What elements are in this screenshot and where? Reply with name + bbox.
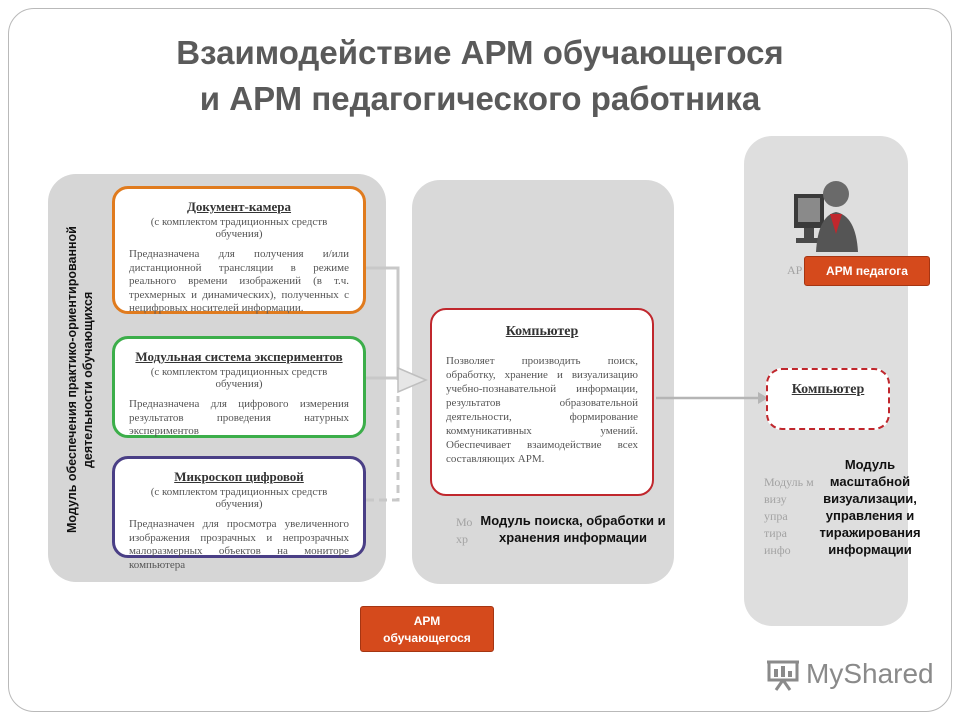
slide-title-line2: и АРМ педагогического работника — [199, 80, 761, 117]
digital-microscope-subtitle: (с комплектом традиционных средств обучения) — [150, 486, 328, 510]
teacher-at-computer-icon — [790, 174, 860, 254]
teacher-computer-card — [766, 368, 890, 430]
digital-microscope-title: Микроскоп цифровой — [174, 469, 304, 484]
document-camera-card — [112, 186, 366, 314]
student-tag-line1: АРМ — [413, 614, 441, 628]
practice-module-label: Модуль обеспечения практико-ориентированной деятельности обучающихся — [65, 226, 95, 534]
experiment-system-subtitle: (с комплектом традиционных средств обучения) — [150, 366, 328, 390]
document-camera-title: Документ-камера — [186, 199, 292, 214]
experiment-system-card — [112, 336, 366, 438]
search-module-caption: Модуль поиска, обработки и хранения информации — [480, 513, 666, 545]
right-ghost-text: Модуль м визу упра тира инфо — [764, 475, 814, 557]
teacher-workstation-tag: АРМ педагога — [804, 256, 930, 286]
student-tag-line2: обучающегося — [383, 631, 471, 645]
document-camera-description: Предназначена для получения и/или дистанционной трансляции в режиме реального времени изображений (в т.ч. трехмерных и динамических), полученных с нецифровых носителей информации. — [129, 248, 349, 314]
student-computer-description: Позволяет производить поиск, обработку, хранение и визуализацию учебно-познавательной информации, результатов образовательной деятельности, формирование коммуникативных умений. Обеспечивает взаимодействие всех составляющих АРМ. — [446, 355, 638, 465]
student-computer-title: Компьютер — [505, 324, 579, 339]
brand-logo — [766, 654, 934, 694]
digital-microscope-description: Предназначен для просмотра увеличенного изображения прозрачных и непрозрачных малоразмерных объектов на мониторе компьютера — [129, 518, 349, 571]
presentation-board-icon — [766, 657, 800, 691]
right-ghost-arm: АР — [787, 263, 803, 277]
mid-ghost-text: Мо хр — [456, 515, 473, 546]
student-workstation-tag — [360, 606, 494, 652]
experiment-system-title: Модульная система экспериментов — [135, 349, 343, 364]
experiment-system-description: Предназначена для цифрового измерения результатов проведения натурных экспериментов — [129, 398, 349, 437]
teacher-computer-title: Компьютер — [791, 382, 865, 397]
student-computer-card — [430, 308, 654, 496]
visualization-module-caption: Модуль масштабной визуализации, управления и тиражирования информации — [819, 457, 921, 557]
document-camera-subtitle: (с комплектом традиционных средств обучения) — [150, 216, 328, 240]
slide-title-line1: Взаимодействие АРМ обучающегося — [176, 34, 784, 71]
brand-name: MyShared — [806, 658, 934, 689]
digital-microscope-card — [112, 456, 366, 571]
arrow-to-computer — [398, 368, 426, 392]
